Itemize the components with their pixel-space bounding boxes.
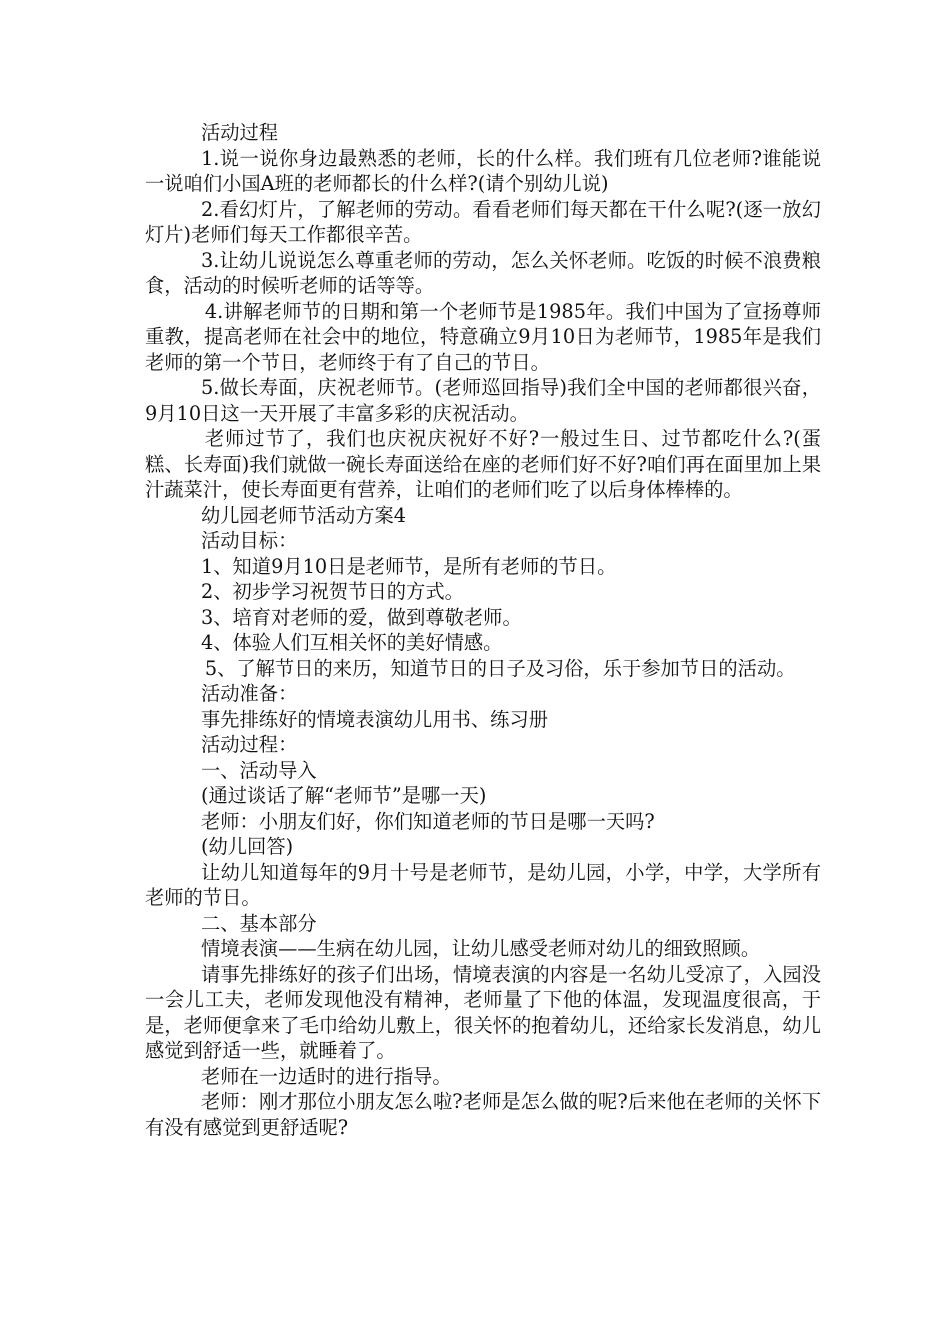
paragraph: 1.说一说你身边最熟悉的老师，长的什么样。我们班有几位老师?谁能说一说咱们小国A班的老师都长的什么样?(请个别幼儿说) (145, 146, 821, 195)
subheading: 一、活动导入 (200, 758, 317, 782)
paragraph: (通过谈话了解“老师节”是哪一天) (200, 784, 487, 807)
heading: 活动过程： (200, 733, 298, 756)
paragraph: 老师在一边适时的进行指导。 (200, 1064, 452, 1088)
heading: 活动目标： (200, 529, 298, 552)
paragraph: 3.让幼儿说说怎么尊重老师的劳动，怎么关怀老师。吃饭的时候不浪费粮食，活动的时候听老师的话等等。 (145, 248, 821, 297)
list-item: 1、知道9月10日是老师节，是所有老师的节日。 (200, 554, 617, 578)
subheading: 二、基本部分 (200, 911, 317, 935)
paragraph: 让幼儿知道每年的9月十号是老师节，是幼儿园，小学，中学，大学所有老师的节日。 (145, 860, 821, 909)
list-item: 3、培育对老师的爱，做到尊敬老师。 (200, 605, 522, 629)
paragraph: 请事先排练好的孩子们出场，情境表演的内容是一名幼儿受凉了，入园没一会儿工夫，老师发现他没有精神，老师量了下他的体温，发现温度很高，于是，老师便拿来了毛巾给幼儿敷上，很关怀的抱着幼儿，还给家长发消息，幼儿感觉到舒适一些，就睡着了。 (145, 962, 821, 1062)
paragraph: 活动过程 (200, 121, 279, 144)
paragraph: 4.讲解老师节的日期和第一个老师节是1985年。我们中国为了宣扬尊师重教，提高老师在社会中的地位，特意确立9月10日为老师节，1985年是我们老师的第一个节日，老师终于有了自己的节日。 (145, 299, 821, 374)
paragraph: (幼儿回答) (200, 835, 294, 858)
document-body (145, 120, 821, 1140)
paragraph: 老师：刚才那位小朋友怎么啦?老师是怎么做的呢?后来他在老师的关怀下有没有感觉到更舒适呢? (145, 1090, 821, 1139)
list-item: 4、体验人们互相关怀的美好情感。 (200, 631, 503, 654)
section-title: 幼儿园老师节活动方案4 (200, 503, 407, 527)
paragraph: 5.做长寿面，庆祝老师节。(老师巡回指导)我们全中国的老师都很兴奋，9月10日这一天开展了丰富多彩的庆祝活动。 (145, 376, 821, 425)
heading: 活动准备： (200, 682, 298, 705)
paragraph: 老师：小朋友们好，你们知道老师的节日是哪一天吗? (200, 809, 655, 833)
list-item: 2、初步学习祝贺节日的方式。 (200, 580, 464, 603)
paragraph: 情境表演——生病在幼儿园，让幼儿感受老师对幼儿的细致照顾。 (200, 937, 761, 960)
paragraph: 老师过节了，我们也庆祝庆祝好不好?一般过生日、过节都吃什么?(蛋糕、长寿面)我们就做一碗长寿面送给在座的老师们好不好?咱们再在面里加上果汁蔬菜汁，使长寿面更有营养，让咱们的老师们吃了以后身体棒棒的。 (145, 427, 821, 501)
paragraph: 2.看幻灯片，了解老师的劳动。看看老师们每天都在干什么呢?(逐一放幻灯片)老师们每天工作都很辛苦。 (145, 197, 821, 246)
list-item: 5、了解节日的来历，知道节日的日子及习俗，乐于参加节日的活动。 (204, 656, 796, 680)
paragraph: 事先排练好的情境表演幼儿用书、练习册 (200, 707, 549, 731)
